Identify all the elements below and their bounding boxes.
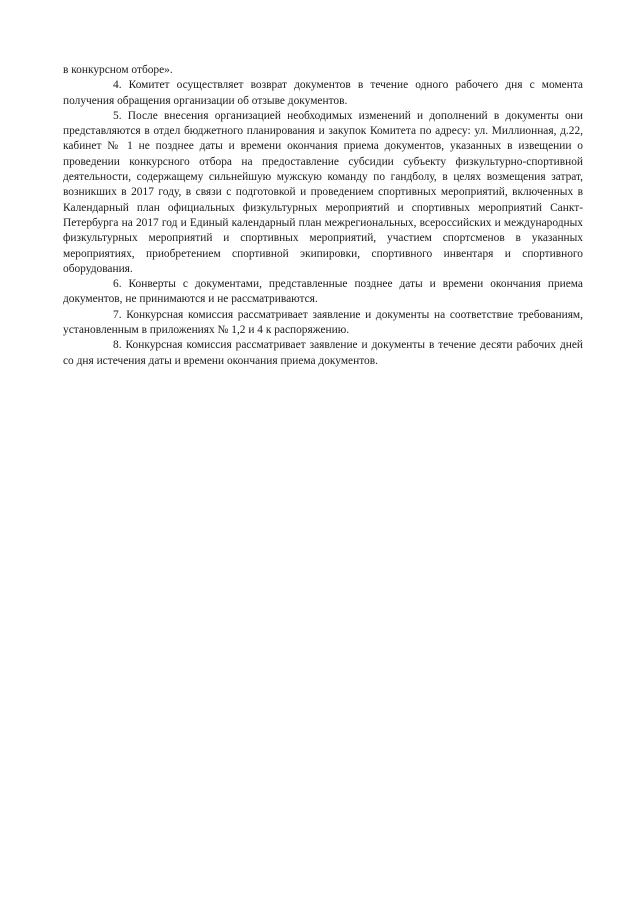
paragraph-7: 7. Конкурсная комиссия рассматривает заявление и документы на соответствие требованиям, установленным в приложениях № 1,2 и 4 к распоряжению. [63, 308, 583, 337]
paragraph-6: 6. Конверты с документами, представленные позднее даты и времени окончания приема документов, не принимаются и не рассматриваются. [63, 278, 583, 306]
paragraph-5: 5. После внесения организацией необходимых изменений и дополнений в документы они представляются в отдел бюджетного планирования и закупок Комитета по адресу: ул. Миллионная, д.22, кабинет № 1 не позднее даты и времени окончания приема документов, указанных в извещении о проведении конкурсного отбора на предоставление субсидии субъекту физкультурно-спортивной деятельности, содержащему сильнейшую мужскую команду по гандболу, в целях возмещения затрат, возникших в 2017 году, в связи с подготовкой и проведением спортивных мероприятий, включенных в Календарный план официальных физкультурных мероприятий и спортивных мероприятий Санкт-Петербурга на 2017 год и Единый календарный план межрегиональных, всероссийских и международных физкультурных мероприятий и спортивных мероприятий, участием спортсменов в указанных мероприятиях, приобретением спортивной экипировки, спортивного инвентаря и спортивного оборудования. [63, 109, 583, 275]
paragraph-8: 8. Конкурсная комиссия рассматривает заявление и документы в течение десяти рабочих дней со дня истечения даты и времени окончания приема документов. [63, 339, 583, 367]
paragraph-4: 4. Комитет осуществляет возврат документов в течение одного рабочего дня с момента получения обращения организации об отзыве документов. [63, 79, 583, 107]
continuation-line: в конкурсном отборе». [63, 64, 173, 76]
document-body [63, 63, 583, 369]
